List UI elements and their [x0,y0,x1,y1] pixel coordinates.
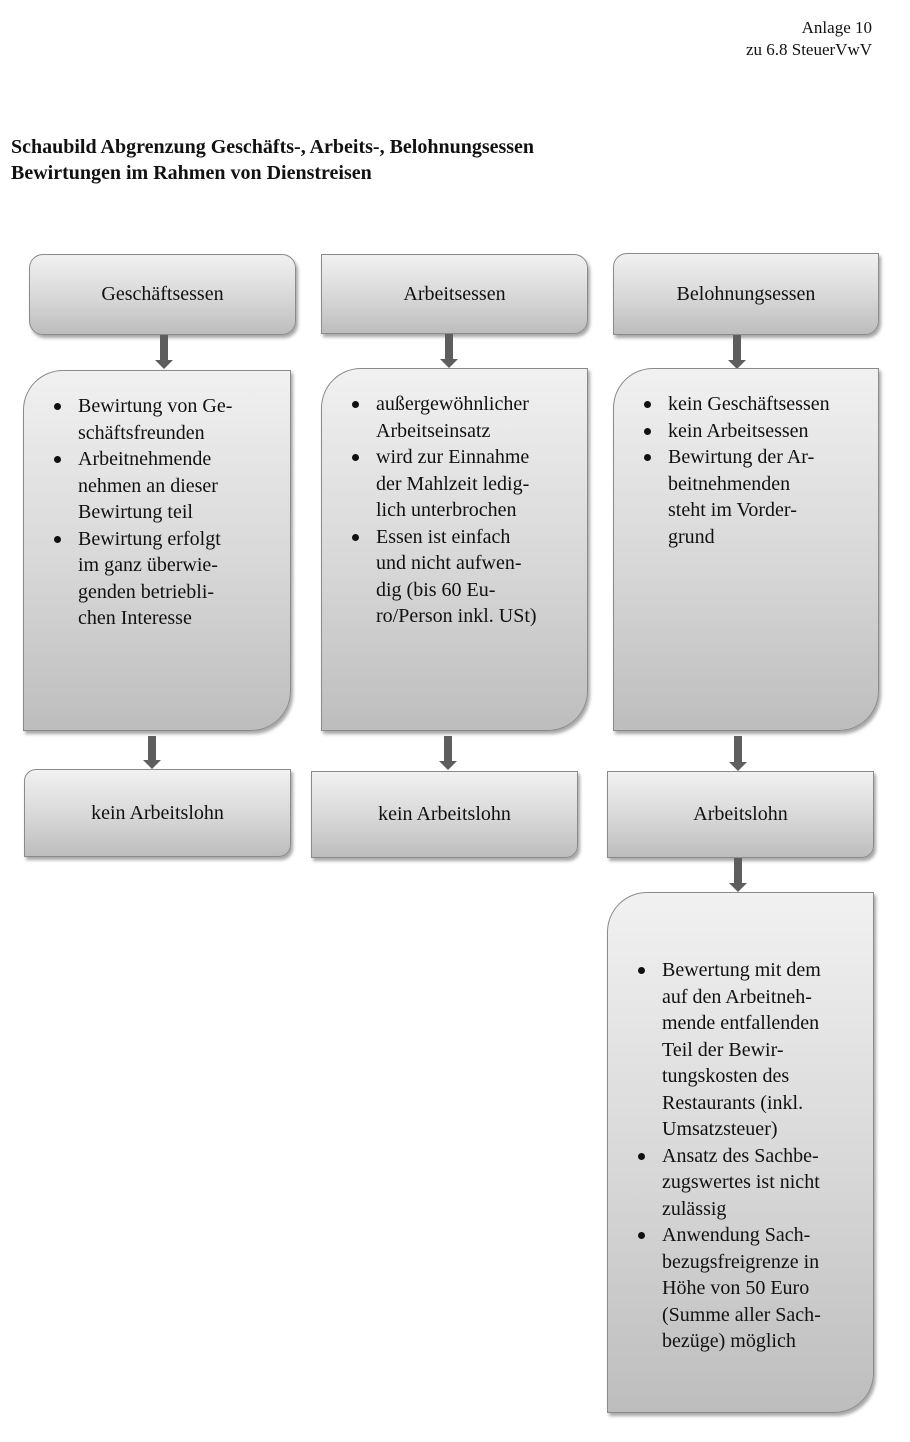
list-item: Bewertung mit dem auf den Arbeitneh- mende entfallenden Teil der Bewir- tungskosten des Restaurants (inkl. Umsatzsteuer) [662,957,863,1143]
title-line-2: Bewirtungen im Rahmen von Dienstreisen [11,162,372,184]
valuation-box-arbeitslohn [607,892,874,1413]
result-label: kein Arbeitslohn [378,803,511,825]
arrow-connector [727,335,747,369]
arrow-connector [728,736,748,771]
result-box-arbeitsessen [311,771,578,858]
list-item: Anwendung Sach- bezugsfreigrenze in Höhe von 50 Euro (Summe aller Sach- bezüge) möglich [662,1222,863,1355]
list-item: Bewirtung der Ar- beitnehmenden steht im Vorder- grund [668,444,868,550]
result-label: kein Arbeitslohn [91,801,224,824]
valuation-list [636,957,863,1355]
arrow-connector [142,736,162,769]
list-item: Bewirtung erfolgt im ganz überwie- genden betriebli- chen Interesse [78,526,280,632]
criteria-list [52,393,280,632]
title-line-1: Schaubild Abgrenzung Geschäfts-, Arbeits-, Belohnungsessen [11,136,535,158]
list-item: kein Geschäftsessen [668,391,868,418]
list-item: Arbeitnehmende nehmen an dieser Bewirtung teil [78,446,280,526]
arrow-connector [154,335,174,369]
criteria-box-arbeitsessen [321,368,588,731]
list-item: wird zur Einnahme der Mahlzeit ledig- lich unterbrochen [376,444,577,524]
criteria-box-geschaeftsessen [23,370,291,731]
header-label: Arbeitsessen [403,282,506,305]
annex-reference: zu 6.8 SteuerVwV [745,40,872,59]
header-label: Belohnungsessen [676,282,816,305]
criteria-list [642,391,868,550]
annex-number: Anlage 10 [801,18,872,37]
diagram-title [11,134,534,186]
list-item: Bewirtung von Ge- schäftsfreunden [78,393,280,446]
list-item: Essen ist einfach und nicht aufwen- dig (bis 60 Eu- ro/Person inkl. USt) [376,524,577,630]
list-item: Ansatz des Sachbe- zugswertes ist nicht zulässig [662,1143,863,1223]
header-label: Geschäftsessen [101,283,224,305]
criteria-box-belohnungsessen [613,368,879,731]
header-geschaeftsessen [29,254,296,335]
arrow-connector [728,858,748,892]
header-belohnungsessen [613,253,879,335]
result-box-belohnungsessen [607,771,874,858]
header-arbeitsessen [321,254,588,334]
list-item: kein Arbeitsessen [668,418,868,445]
criteria-list [350,391,577,630]
result-label: Arbeitslohn [693,803,788,825]
arrow-connector [439,334,459,368]
arrow-connector [438,736,458,770]
result-box-geschaeftsessen [24,769,291,857]
list-item: außergewöhnlicher Arbeitseinsatz [376,391,577,444]
annex-label [746,17,872,61]
